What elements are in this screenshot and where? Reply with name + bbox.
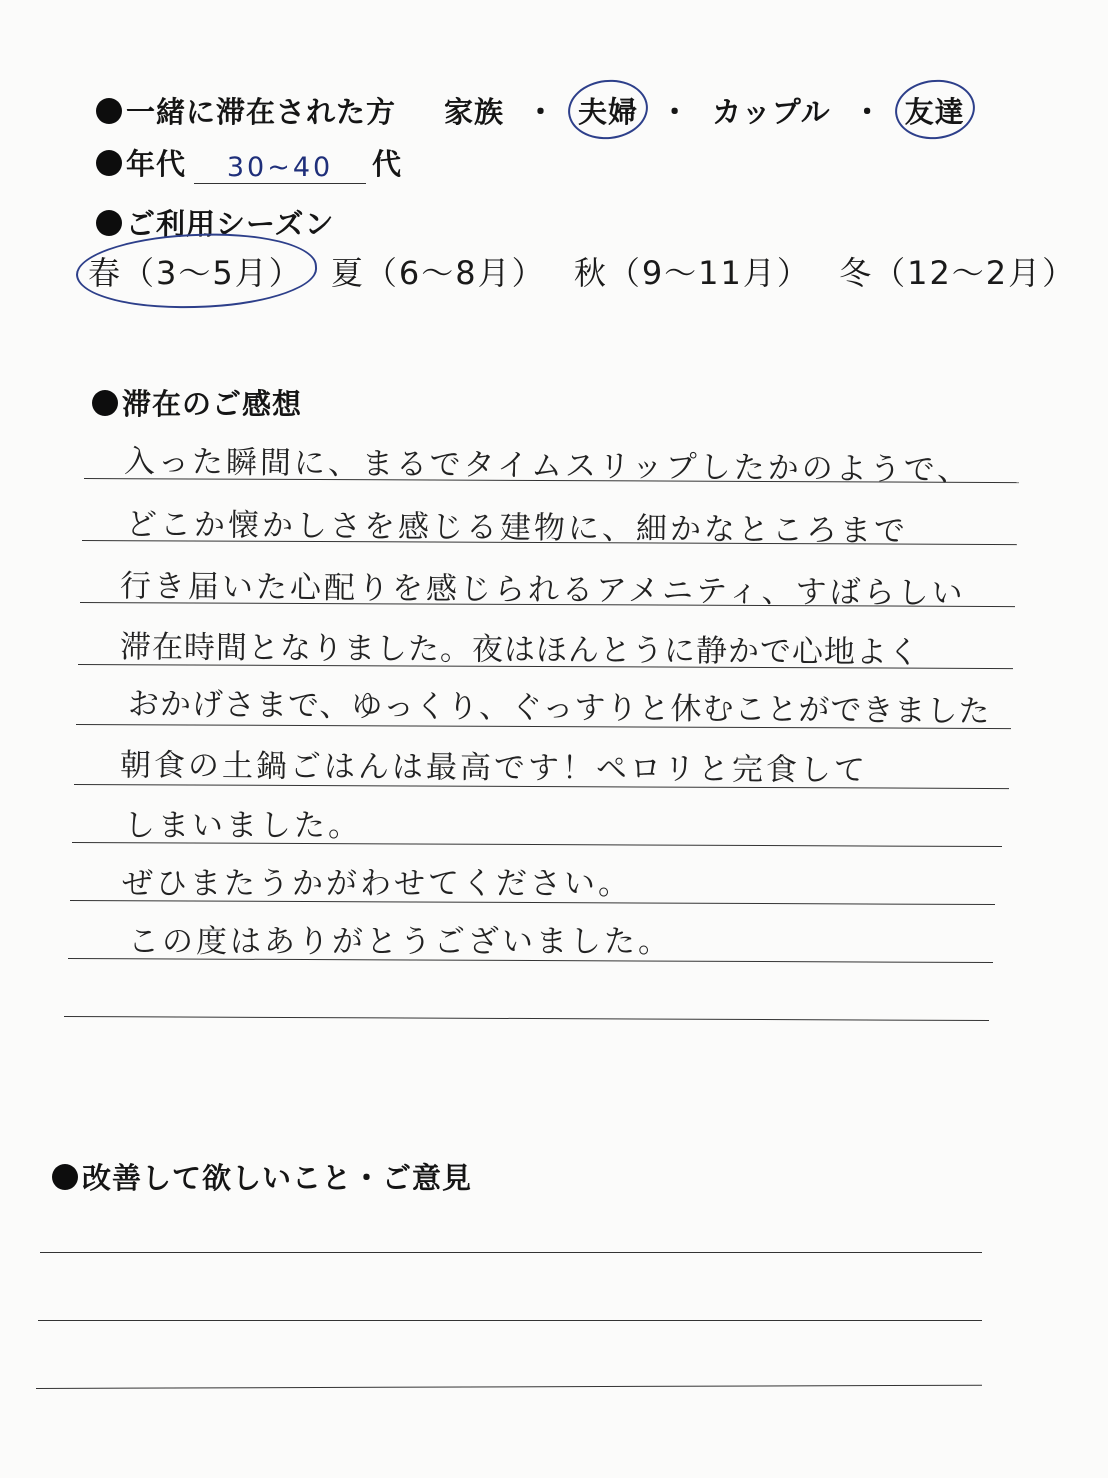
writing-line[interactable] <box>38 1320 982 1321</box>
age-label: 年代 <box>126 147 187 181</box>
impressions-label: 滞在のご感想 <box>122 387 303 421</box>
writing-line[interactable] <box>36 1385 982 1389</box>
impression-line: 滞在時間となりました。夜はほんとうに静かで心地よく <box>119 629 921 671</box>
separator: ・ <box>852 95 883 129</box>
writing-line <box>64 1016 989 1021</box>
season-option-summer[interactable]: 夏（6～8月） <box>330 254 546 292</box>
impression-line: 入った瞬間に、まるでタイムスリップしたかのようで、 <box>123 443 972 489</box>
companion-option-couple[interactable]: カップル <box>712 95 831 129</box>
bullet-icon <box>52 1164 78 1190</box>
impression-line: この度はありがとうございました。 <box>128 924 672 960</box>
season-label: ご利用シーズン <box>126 207 335 241</box>
impressions-question <box>92 382 302 423</box>
separator: ・ <box>660 95 691 129</box>
bullet-icon <box>96 150 122 176</box>
impression-line: どこか懐かしさを感じる建物に、細かなところまで <box>125 506 909 550</box>
bullet-icon <box>96 210 122 236</box>
season-options <box>88 248 1092 294</box>
companions-question <box>96 90 965 131</box>
age-value: 30~40 <box>226 152 334 183</box>
impression-line: 朝食の土鍋ごはんは最高です！ペロリと完食して <box>119 747 869 789</box>
bullet-icon <box>96 98 122 124</box>
impression-line: ぜひまたうかがわせてください。 <box>122 866 632 902</box>
improvements-question <box>52 1156 472 1197</box>
season-option-spring[interactable]: 春（3～5月） <box>88 248 303 294</box>
companions-label: 一緒に滞在された方 <box>126 95 397 129</box>
companion-option-couple-married[interactable]: 夫婦 <box>578 90 638 131</box>
impression-line: おかげさまで、ゆっくり、ぐっすりと休むことができました <box>127 686 991 730</box>
season-option-autumn[interactable]: 秋（9～11月） <box>573 254 811 292</box>
age-field[interactable] <box>194 149 366 184</box>
age-suffix: 代 <box>372 147 403 181</box>
separator: ・ <box>526 95 557 129</box>
impression-line: しまいました。 <box>124 808 362 844</box>
companion-option-friends[interactable]: 友達 <box>905 90 965 131</box>
age-question <box>96 142 402 183</box>
bullet-icon <box>92 390 118 416</box>
impression-line: 行き届いた心配りを感じられるアメニティ、すばらしい <box>119 568 966 612</box>
season-option-winter[interactable]: 冬（12～2月） <box>839 254 1077 292</box>
improvements-label: 改善して欲しいこと・ご意見 <box>82 1161 473 1195</box>
writing-line[interactable] <box>40 1252 982 1253</box>
companion-option-family[interactable]: 家族 <box>444 95 505 129</box>
